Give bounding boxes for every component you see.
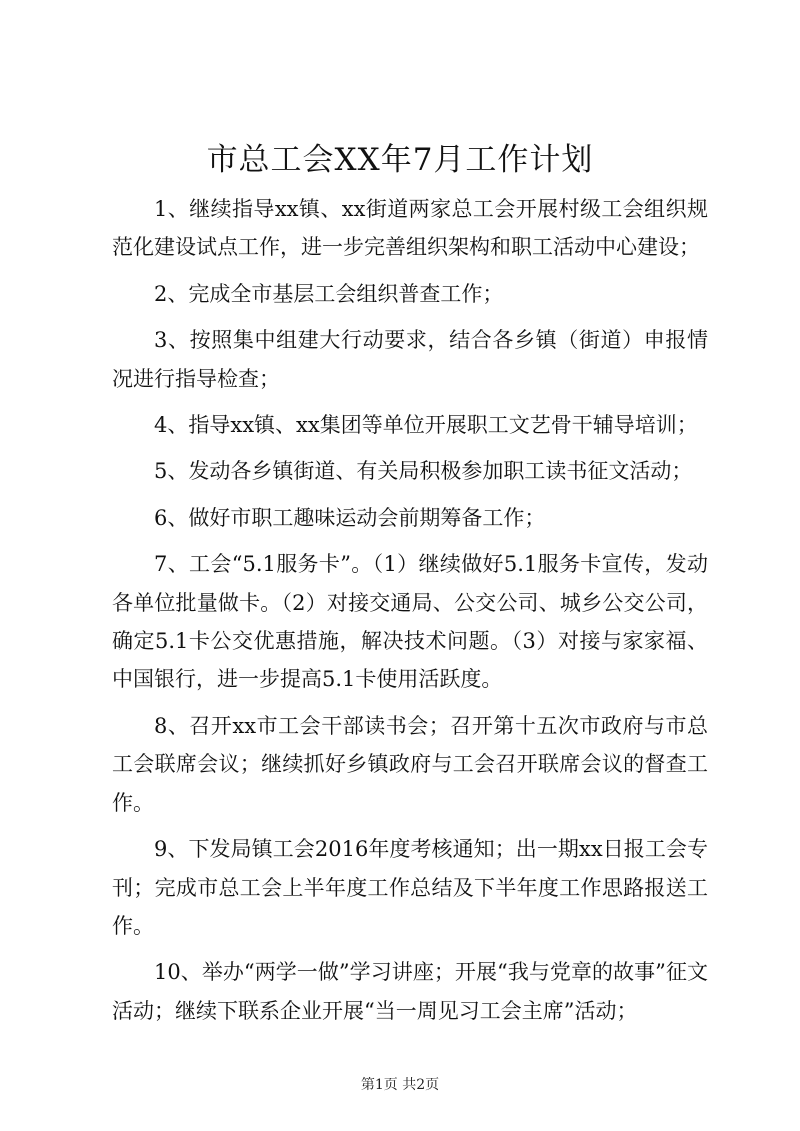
document-title: 市总工会XX年7月工作计划 bbox=[206, 142, 594, 178]
document-body bbox=[112, 190, 708, 1038]
paragraph-1: 1、继续指导xx镇、xx街道两家总工会开展村级工会组织规范化建设试点工作，进一步完善组织架构和职工活动中心建设； bbox=[112, 197, 708, 260]
paragraph-8: 8、召开xx市工会干部读书会；召开第十五次市政府与市总工会联席会议；继续抓好乡镇政府与工会召开联席会议的督查工作。 bbox=[112, 713, 708, 815]
paragraph-3: 3、按照集中组建大行动要求，结合各乡镇（街道）申报情况进行指导检查； bbox=[112, 328, 708, 391]
paragraph-7: 7、工会“5.1服务卡”。（1）继续做好5.1服务卡宣传，发动各单位批量做卡。（2）对接交通局、公交公司、城乡公交公司，确定5.1卡公交优惠措施，解决技术问题。（3）对接与家家福、中国银行，进一步提高5.1卡使用活跃度。 bbox=[112, 552, 708, 692]
paragraph-4: 4、指导xx镇、xx集团等单位开展职工文艺骨干辅导培训； bbox=[154, 413, 698, 438]
paragraph-2: 2、完成全市基层工会组织普查工作； bbox=[154, 281, 504, 306]
paragraph-10: 10、举办“两学一做”学习讲座；开展“我与党章的故事”征文活动；继续下联系企业开展“当一周见习工会主席”活动； bbox=[112, 960, 708, 1023]
paragraph-6: 6、做好市职工趣味运动会前期筹备工作； bbox=[154, 505, 546, 530]
paragraph-5: 5、发动各乡镇街道、有关局积极参加职工读书征文活动； bbox=[154, 459, 693, 484]
page-footer: 第1页 共2页 bbox=[360, 1077, 440, 1093]
paragraph-9: 9、下发局镇工会2016年度考核通知；出一期xx日报工会专刊；完成市总工会上半年度工作总结及下半年度工作思路报送工作。 bbox=[112, 837, 708, 938]
